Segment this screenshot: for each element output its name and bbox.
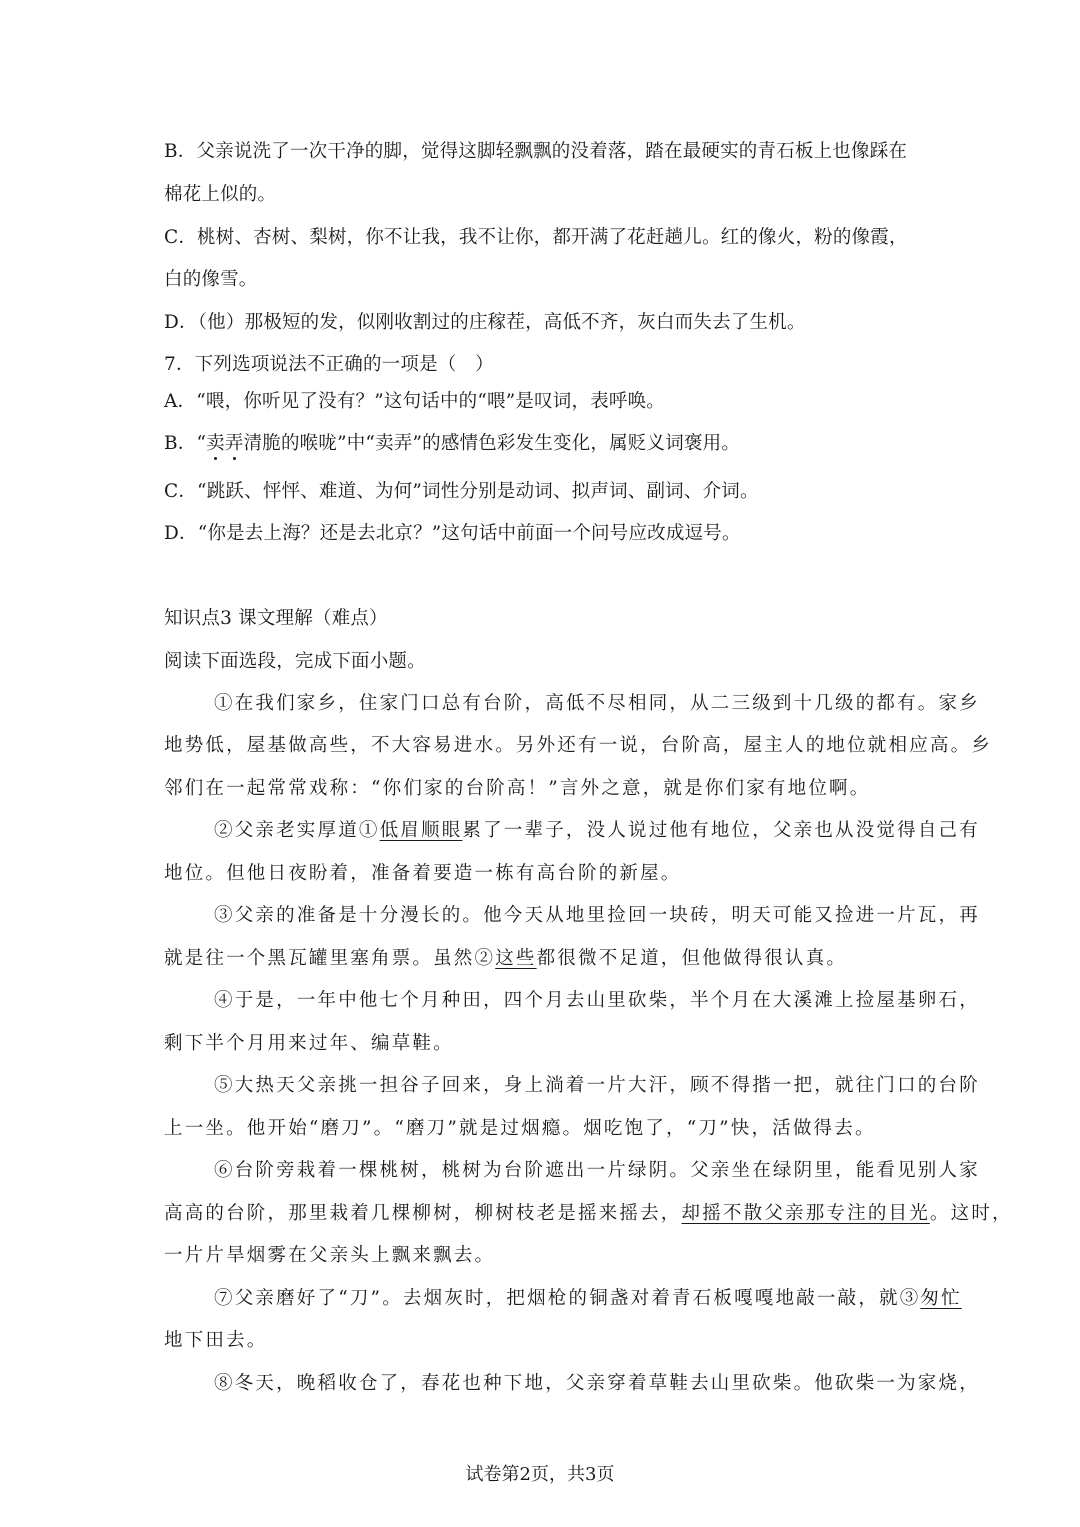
- page-footer: 试卷第2页，共3页: [465, 1464, 615, 1485]
- passage-line: [214, 1286, 984, 1312]
- text-segment: 累了一辈子，没人说过他有地位，父亲也从没觉得自己有: [462, 820, 980, 841]
- passage-line: [164, 946, 934, 972]
- passage-line: [164, 1201, 1013, 1227]
- passage-line: ④于是，一年中他七个月种田，四个月去山里砍柴，半个月在大溪滩上捡屋基卵石，: [214, 990, 980, 1011]
- passage-line: [214, 818, 984, 844]
- q6-option-b-line1: B．父亲说洗了一次干净的脚，觉得这脚轻飘飘的没着落，踏在最硬实的青石板上也像踩在: [164, 141, 908, 162]
- underlined-phrase: 却摇不散父亲那专注的目光: [681, 1203, 930, 1224]
- q7-option-b-rest: 清脆的喉咙”中“卖弄”的感情色彩发生变化，属贬义词褒用。: [243, 433, 741, 454]
- emphasis-dot-char: 卖: [206, 433, 225, 454]
- q7-option-a: A．“喂，你听见了没有？”这句话中的“喂”是叹词，表呼唤。: [164, 391, 665, 412]
- passage-line: 地势低，屋基做高些，不大容易进水。另外还有一说，台阶高，屋主人的地位就相应高。乡: [164, 735, 993, 756]
- passage-line: ⑤大热天父亲挑一担谷子回来，身上淌着一片大汗，顾不得揩一把，就往门口的台阶: [214, 1075, 980, 1096]
- q7-option-b: [164, 431, 934, 457]
- q7-option-c: C．“跳跃、怦怦、难道、为何”词性分别是动词、拟声词、副词、介词。: [164, 481, 759, 502]
- underlined-phrase: 匆忙: [920, 1288, 962, 1309]
- underlined-phrase: 这些: [495, 948, 537, 969]
- text-segment: ⑦父亲磨好了“刀”。去烟灰时，把烟枪的铜盏对着青石板嘎嘎地敲一敲，就③: [214, 1288, 921, 1309]
- passage-line: 上一坐。他开始“磨刀”。“磨刀”就是过烟瘾。烟吃饱了，“刀”快，活做得去。: [164, 1118, 876, 1139]
- text-segment: 都很微不足道，但他做得很认真。: [536, 948, 848, 969]
- q6-option-c-line1: C．桃树、杏树、梨树，你不让我，我不让你，都开满了花赶趟儿。红的像火，粉的像霞，: [164, 227, 908, 248]
- passage-line: ⑧冬天，晚稻收仓了，春花也种下地，父亲穿着草鞋去山里砍柴。他砍柴一为家烧，: [214, 1373, 980, 1394]
- text-segment: ②父亲老实厚道①: [214, 820, 380, 841]
- passage-line: ⑥台阶旁栽着一棵桃树，桃树为台阶遮出一片绿阴。父亲坐在绿阴里，能看见别人家: [214, 1160, 980, 1181]
- q7-option-d: D．“你是去上海？还是去北京？”这句话中前面一个问号应改成逗号。: [164, 523, 741, 544]
- underlined-phrase: 低眉顺眼: [379, 820, 463, 841]
- passage-line: 地下田去。: [164, 1330, 268, 1351]
- q6-option-c-line2: 白的像雪。: [164, 269, 258, 290]
- passage-line: ③父亲的准备是十分漫长的。他今天从地里捡回一块砖，明天可能又捡进一片瓦，再: [214, 905, 980, 926]
- passage-line: 邻们在一起常常戏称：“你们家的台阶高！”言外之意，就是你们家有地位啊。: [164, 778, 871, 799]
- passage-line: 一片片旱烟雾在父亲头上飘来飘去。: [164, 1245, 496, 1266]
- q6-option-b-line2: 棉花上似的。: [164, 184, 277, 205]
- passage-line: ①在我们家乡，住家门口总有台阶，高低不尽相同，从二三级到十几级的都有。家乡: [214, 693, 980, 714]
- emphasis-dot-char: 弄: [224, 433, 244, 454]
- section-instruction: 阅读下面选段，完成下面小题。: [164, 651, 426, 672]
- passage-line: 地位。但他日夜盼着，准备着要造一栋有高台阶的新屋。: [164, 863, 682, 884]
- text-segment: 。这时，: [929, 1203, 1013, 1224]
- text-segment: 高高的台阶，那里栽着几棵柳树，柳树枝老是摇来摇去，: [164, 1203, 682, 1224]
- passage-line: 剩下半个月用来过年、编草鞋。: [164, 1033, 454, 1054]
- q7-option-b-prefix: B．“: [164, 433, 207, 454]
- q6-option-d: D．（他）那极短的发，似刚收割过的庄稼茬，高低不齐，灰白而失去了生机。: [164, 312, 806, 333]
- text-segment: 就是往一个黑瓦罐里塞角票。虽然②: [164, 948, 496, 969]
- section-title: 知识点3 课文理解（难点）: [164, 608, 388, 629]
- q7-stem: 7．下列选项说法不正确的一项是（ ）: [164, 354, 494, 375]
